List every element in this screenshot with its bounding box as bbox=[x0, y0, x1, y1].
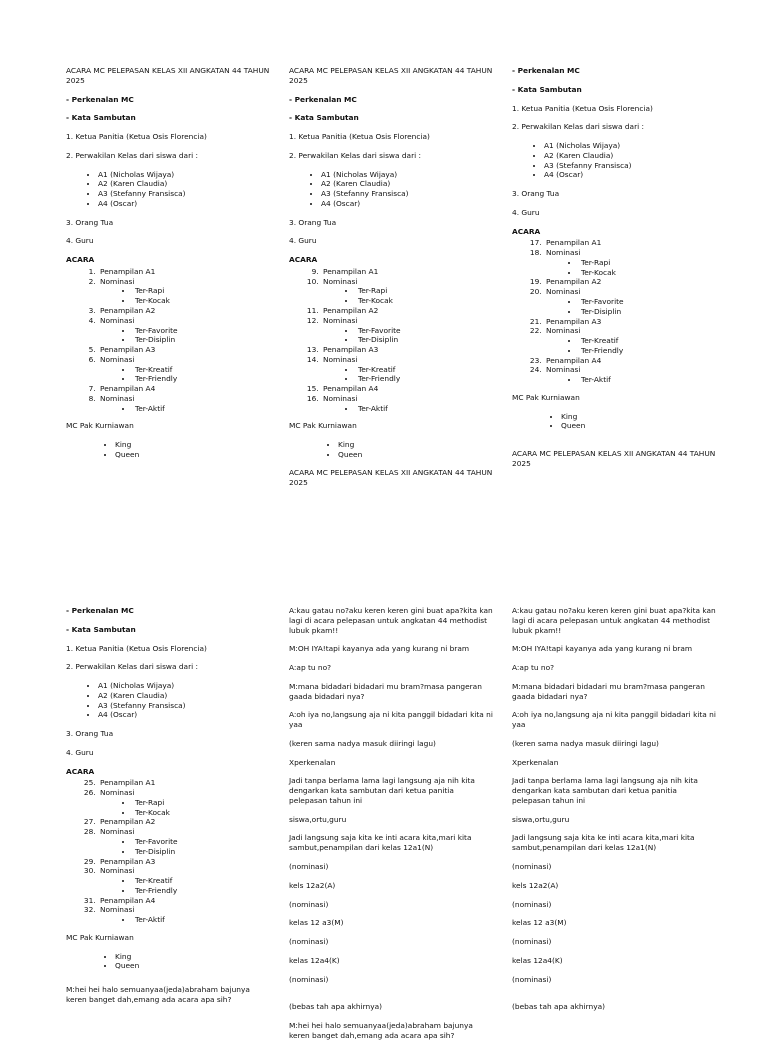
class-rep-item: • A2 (Karen Claudia) bbox=[544, 151, 717, 161]
acara-item-label: Penampilan A1 bbox=[546, 238, 602, 248]
nominasi-category: • Ter-Favorite bbox=[579, 297, 717, 307]
doc-title: ACARA MC PELEPASAN KELAS XII ANGKATAN 44 TAHUN 2025 bbox=[289, 467, 493, 487]
acara-item-label: Nominasi bbox=[546, 287, 581, 297]
doc-title: ACARA MC PELEPASAN KELAS XII ANGKATAN 44 TAHUN 2025 bbox=[512, 449, 716, 468]
sambutan-item-3: 3. Orang Tua bbox=[289, 217, 337, 227]
class-rep-item: • A4 (Oscar) bbox=[98, 199, 271, 209]
doc-title: ACARA MC PELEPASAN KELAS XII ANGKATAN 44 TAHUN 2025 bbox=[66, 66, 270, 85]
acara-item-label: Nominasi bbox=[323, 315, 358, 325]
nominasi-category: • Ter-Kocak bbox=[133, 808, 271, 818]
heading-perkenalan-mc: - Perkenalan MC bbox=[66, 94, 134, 104]
script-line: M:OH IYA!tapi kayanya ada yang kurang ni bram bbox=[512, 644, 693, 654]
class-rep-item: • A4 (Oscar) bbox=[544, 170, 717, 180]
sambutan-item-4: 4. Guru bbox=[289, 236, 317, 246]
class-rep-item: • A3 (Stefanny Fransisca) bbox=[544, 161, 717, 171]
acara-item-label: Penampilan A4 bbox=[323, 384, 379, 394]
sambutan-item-4: 4. Guru bbox=[66, 747, 94, 757]
script-line: Jadi langsung saja kita ke inti acara kita,mari kita sambut,penampilan dari kelas 12a1(N) bbox=[512, 833, 695, 853]
nominasi-category: • Ter-Friendly bbox=[133, 886, 271, 896]
acara-item bbox=[98, 345, 271, 355]
acara-item bbox=[544, 365, 717, 385]
acara-item-label: Nominasi bbox=[323, 393, 358, 403]
acara-item-label: Nominasi bbox=[546, 365, 581, 375]
nominasi-sublist bbox=[546, 336, 717, 356]
sambutan-item-1: 1. Ketua Panitia (Ketua Osis Florencia) bbox=[66, 132, 207, 142]
script-line: kelas 12a4(K) bbox=[289, 955, 340, 965]
acara-item bbox=[544, 277, 717, 287]
script-line: (nominasi) bbox=[512, 974, 552, 984]
sambutan-item-4: 4. Guru bbox=[512, 207, 540, 217]
nominasi-sublist bbox=[100, 876, 271, 896]
script-line: (nominasi) bbox=[289, 862, 329, 872]
nominasi-category: • Ter-Favorite bbox=[133, 837, 271, 847]
acara-item bbox=[98, 306, 271, 316]
acara-item-label: Nominasi bbox=[100, 788, 135, 798]
script-line: (keren sama nadya masuk diiringi lagu) bbox=[289, 738, 436, 748]
acara-item bbox=[544, 326, 717, 355]
acara-item bbox=[98, 788, 271, 817]
acara-list bbox=[289, 267, 494, 413]
nominasi-category: • Ter-Kocak bbox=[133, 296, 271, 306]
award-item: • Queen bbox=[338, 450, 494, 460]
nominasi-category: • Ter-Aktif bbox=[579, 375, 717, 385]
nominasi-sublist bbox=[323, 286, 494, 306]
script-line: Xperkenalan bbox=[512, 757, 559, 767]
acara-item-label: Penampilan A3 bbox=[323, 345, 379, 355]
nominasi-category: • Ter-Rapi bbox=[579, 258, 717, 268]
acara-item-label: Penampilan A3 bbox=[100, 345, 156, 355]
class-reps-list bbox=[289, 170, 494, 209]
acara-item-label: Penampilan A4 bbox=[100, 384, 156, 394]
class-rep-item: • A3 (Stefanny Fransisca) bbox=[98, 189, 271, 199]
heading-acara: ACARA bbox=[512, 226, 541, 236]
script-line: (nominasi) bbox=[289, 937, 329, 947]
class-rep-item: • A4 (Oscar) bbox=[321, 199, 494, 209]
sambutan-item-1: 1. Ketua Panitia (Ketua Osis Florencia) bbox=[289, 132, 430, 142]
nominasi-category: • Ter-Kreatif bbox=[133, 876, 271, 886]
acara-item bbox=[98, 857, 271, 867]
acara-item-label: Penampilan A2 bbox=[100, 817, 156, 827]
heading-perkenalan-mc: - Perkenalan MC bbox=[289, 94, 357, 104]
nominasi-sublist bbox=[546, 297, 717, 317]
script-line: A:kau gatau no?aku keren keren gini buat apa?kita kan lagi di acara pelepasan untuk angkatan 44 methodist lubuk pkam!! bbox=[289, 606, 493, 635]
acara-item bbox=[98, 267, 271, 277]
page-top-left bbox=[66, 66, 271, 466]
acara-item bbox=[98, 817, 271, 827]
acara-item bbox=[321, 306, 494, 316]
nominasi-sublist bbox=[100, 326, 271, 346]
acara-item-label: Penampilan A3 bbox=[100, 856, 156, 866]
sambutan-item-3: 3. Orang Tua bbox=[512, 189, 560, 199]
acara-item bbox=[321, 394, 494, 414]
sambutan-item-1: 1. Ketua Panitia (Ketua Osis Florencia) bbox=[66, 643, 207, 653]
nominasi-sublist bbox=[100, 404, 271, 414]
award-item: • King bbox=[561, 412, 717, 422]
nominasi-sublist bbox=[546, 375, 717, 385]
script-line: kels 12a2(A) bbox=[289, 880, 336, 890]
class-rep-item: • A3 (Stefanny Fransisca) bbox=[98, 701, 271, 711]
mc-name: MC Pak Kurniawan bbox=[512, 392, 580, 402]
nominasi-category: • Ter-Disiplin bbox=[133, 847, 271, 857]
acara-item bbox=[98, 384, 271, 394]
acara-item bbox=[321, 355, 494, 384]
acara-item-label: Penampilan A2 bbox=[323, 306, 379, 316]
class-reps-list bbox=[512, 141, 717, 180]
acara-item-label: Nominasi bbox=[323, 276, 358, 286]
acara-item bbox=[544, 238, 717, 248]
acara-item-label: Nominasi bbox=[546, 326, 581, 336]
acara-item bbox=[544, 287, 717, 316]
script-line: (nominasi) bbox=[512, 862, 552, 872]
award-item: • King bbox=[115, 440, 271, 450]
nominasi-category: • Ter-Rapi bbox=[356, 286, 494, 296]
script-line: kelas 12 a3(M) bbox=[512, 918, 567, 928]
page-bottom-right bbox=[512, 606, 717, 1021]
class-rep-item: • A2 (Karen Claudia) bbox=[98, 691, 271, 701]
script-line: Jadi tanpa berlama lama lagi langsung aja nih kita dengarkan kata sambutan dari ketua panitia pelepasan tahun ini bbox=[512, 776, 698, 805]
script-line: (nominasi) bbox=[289, 974, 329, 984]
nominasi-category: • Ter-Aktif bbox=[133, 404, 271, 414]
class-rep-item: • A1 (Nicholas Wijaya) bbox=[544, 141, 717, 151]
nominasi-category: • Ter-Friendly bbox=[579, 346, 717, 356]
closing-line: M:hei hei halo semuanyaa(jeda)abraham bajunya keren banget dah,emang ada acara apa sih? bbox=[289, 1021, 473, 1040]
script-line: M:OH IYA!tapi kayanya ada yang kurang ni bram bbox=[289, 644, 470, 654]
acara-item-label: Penampilan A4 bbox=[100, 895, 156, 905]
acara-item bbox=[98, 355, 271, 384]
acara-item bbox=[544, 317, 717, 327]
nominasi-sublist bbox=[100, 286, 271, 306]
nominasi-category: • Ter-Aktif bbox=[356, 404, 494, 414]
nominasi-sublist bbox=[100, 837, 271, 857]
nominasi-category: • Ter-Rapi bbox=[133, 798, 271, 808]
nominasi-category: • Ter-Kocak bbox=[356, 296, 494, 306]
award-item: • Queen bbox=[115, 961, 271, 971]
script-line: A:ap tu no? bbox=[289, 663, 332, 673]
acara-item bbox=[321, 384, 494, 394]
closing-note: (bebas tah apa akhirnya) bbox=[512, 1002, 606, 1012]
script-line: Jadi tanpa berlama lama lagi langsung aja nih kita dengarkan kata sambutan dari ketua panitia pelepasan tahun ini bbox=[289, 776, 475, 805]
nominasi-sublist bbox=[100, 915, 271, 925]
mc-name: MC Pak Kurniawan bbox=[66, 421, 134, 431]
acara-item bbox=[98, 827, 271, 856]
acara-item bbox=[544, 356, 717, 366]
award-item: • King bbox=[115, 952, 271, 962]
heading-acara: ACARA bbox=[289, 255, 318, 265]
acara-item-label: Nominasi bbox=[100, 315, 135, 325]
script-line: kels 12a2(A) bbox=[512, 880, 559, 890]
nominasi-category: • Ter-Friendly bbox=[133, 374, 271, 384]
mc-name: MC Pak Kurniawan bbox=[66, 932, 134, 942]
sambutan-item-4: 4. Guru bbox=[66, 236, 94, 246]
script-block bbox=[512, 606, 717, 984]
acara-item-label: Nominasi bbox=[100, 866, 135, 876]
nominasi-sublist bbox=[546, 258, 717, 278]
acara-item bbox=[98, 866, 271, 895]
nominasi-category: • Ter-Friendly bbox=[356, 374, 494, 384]
king-queen-list bbox=[289, 440, 494, 460]
script-line: Jadi langsung saja kita ke inti acara kita,mari kita sambut,penampilan dari kelas 12a1(N) bbox=[289, 833, 472, 853]
class-reps-list bbox=[66, 681, 271, 720]
script-line: (nominasi) bbox=[289, 899, 329, 909]
acara-item bbox=[98, 394, 271, 414]
closing-note: (bebas tah apa akhirnya) bbox=[289, 1002, 383, 1012]
acara-item-label: Penampilan A1 bbox=[323, 266, 379, 276]
acara-item-label: Penampilan A2 bbox=[546, 277, 602, 287]
acara-list bbox=[66, 267, 271, 413]
heading-acara: ACARA bbox=[66, 255, 95, 265]
acara-item-label: Penampilan A3 bbox=[546, 316, 602, 326]
nominasi-category: • Ter-Kreatif bbox=[579, 336, 717, 346]
heading-kata-sambutan: - Kata Sambutan bbox=[512, 84, 582, 94]
nominasi-category: • Ter-Kreatif bbox=[356, 365, 494, 375]
acara-item-label: Nominasi bbox=[323, 354, 358, 364]
class-rep-item: • A4 (Oscar) bbox=[98, 710, 271, 720]
acara-item-label: Nominasi bbox=[100, 905, 135, 915]
acara-item bbox=[321, 316, 494, 345]
script-line: A:oh iya no,langsung aja ni kita panggil bidadari kita ni yaa bbox=[289, 710, 493, 730]
nominasi-category: • Ter-Aktif bbox=[133, 915, 271, 925]
nominasi-sublist bbox=[100, 798, 271, 818]
page-bottom-middle bbox=[289, 606, 494, 1050]
acara-list bbox=[512, 238, 717, 384]
acara-item bbox=[98, 778, 271, 788]
nominasi-sublist bbox=[323, 365, 494, 385]
acara-item bbox=[321, 345, 494, 355]
page-top-middle bbox=[289, 66, 494, 496]
nominasi-category: • Ter-Kocak bbox=[579, 268, 717, 278]
script-line: siswa,ortu,guru bbox=[289, 814, 347, 824]
script-line: M:mana bidadari bidadari mu bram?masa pangeran gaada bidadari nya? bbox=[512, 681, 705, 701]
nominasi-category: • Ter-Favorite bbox=[133, 326, 271, 336]
script-line: A:ap tu no? bbox=[512, 663, 555, 673]
acara-item-label: Nominasi bbox=[100, 827, 135, 837]
nominasi-sublist bbox=[323, 326, 494, 346]
heading-perkenalan-mc: - Perkenalan MC bbox=[66, 606, 134, 615]
heading-acara: ACARA bbox=[66, 766, 95, 776]
nominasi-sublist bbox=[323, 404, 494, 414]
acara-item bbox=[321, 277, 494, 306]
script-line: M:mana bidadari bidadari mu bram?masa pangeran gaada bidadari nya? bbox=[289, 681, 482, 701]
acara-item-label: Nominasi bbox=[100, 393, 135, 403]
closing-line: M:hei hei halo semuanyaa(jeda)abraham bajunya keren banget dah,emang ada acara apa sih? bbox=[66, 985, 250, 1004]
nominasi-category: • Ter-Disiplin bbox=[579, 307, 717, 317]
heading-kata-sambutan: - Kata Sambutan bbox=[66, 624, 136, 634]
page-bottom-left bbox=[66, 606, 271, 1014]
acara-item bbox=[321, 267, 494, 277]
award-item: • Queen bbox=[561, 421, 717, 431]
sambutan-item-3: 3. Orang Tua bbox=[66, 729, 114, 739]
script-line: (nominasi) bbox=[512, 899, 552, 909]
acara-item bbox=[98, 905, 271, 925]
sambutan-item-2: 2. Perwakilan Kelas dari siswa dari : bbox=[512, 122, 644, 132]
nominasi-category: • Ter-Favorite bbox=[356, 326, 494, 336]
class-rep-item: • A1 (Nicholas Wijaya) bbox=[98, 681, 271, 691]
script-line: kelas 12 a3(M) bbox=[289, 918, 344, 928]
award-item: • King bbox=[338, 440, 494, 450]
script-line: A:oh iya no,langsung aja ni kita panggil bidadari kita ni yaa bbox=[512, 710, 716, 730]
acara-item-label: Nominasi bbox=[100, 354, 135, 364]
class-rep-item: • A1 (Nicholas Wijaya) bbox=[98, 170, 271, 180]
nominasi-sublist bbox=[100, 365, 271, 385]
king-queen-list bbox=[512, 412, 717, 432]
class-rep-item: • A1 (Nicholas Wijaya) bbox=[321, 170, 494, 180]
king-queen-list bbox=[66, 440, 271, 460]
acara-item-label: Nominasi bbox=[100, 276, 135, 286]
acara-item bbox=[98, 316, 271, 345]
class-rep-item: • A2 (Karen Claudia) bbox=[98, 179, 271, 189]
script-line: (nominasi) bbox=[512, 937, 552, 947]
sambutan-item-1: 1. Ketua Panitia (Ketua Osis Florencia) bbox=[512, 103, 653, 113]
acara-item bbox=[98, 896, 271, 906]
script-line: (keren sama nadya masuk diiringi lagu) bbox=[512, 738, 659, 748]
page-top-right bbox=[512, 66, 717, 478]
script-line: siswa,ortu,guru bbox=[512, 814, 570, 824]
acara-list bbox=[66, 778, 271, 924]
sambutan-item-2: 2. Perwakilan Kelas dari siswa dari : bbox=[289, 150, 421, 160]
acara-item bbox=[544, 248, 717, 277]
doc-title: ACARA MC PELEPASAN KELAS XII ANGKATAN 44 TAHUN 2025 bbox=[289, 66, 493, 85]
class-rep-item: • A2 (Karen Claudia) bbox=[321, 179, 494, 189]
acara-item bbox=[98, 277, 271, 306]
acara-item-label: Penampilan A1 bbox=[100, 266, 156, 276]
acara-item-label: Nominasi bbox=[546, 248, 581, 258]
king-queen-list bbox=[66, 952, 271, 972]
nominasi-category: • Ter-Disiplin bbox=[356, 335, 494, 345]
sambutan-item-2: 2. Perwakilan Kelas dari siswa dari : bbox=[66, 150, 198, 160]
class-rep-item: • A3 (Stefanny Fransisca) bbox=[321, 189, 494, 199]
nominasi-category: • Ter-Kreatif bbox=[133, 365, 271, 375]
script-line: A:kau gatau no?aku keren keren gini buat apa?kita kan lagi di acara pelepasan untuk angkatan 44 methodist lubuk pkam!! bbox=[512, 606, 716, 635]
heading-kata-sambutan: - Kata Sambutan bbox=[66, 113, 136, 123]
acara-item-label: Penampilan A2 bbox=[100, 306, 156, 316]
script-block bbox=[289, 606, 494, 984]
heading-perkenalan-mc: - Perkenalan MC bbox=[512, 66, 580, 75]
class-reps-list bbox=[66, 170, 271, 209]
nominasi-category: • Ter-Disiplin bbox=[133, 335, 271, 345]
award-item: • Queen bbox=[115, 450, 271, 460]
acara-item-label: Penampilan A1 bbox=[100, 778, 156, 788]
mc-name: MC Pak Kurniawan bbox=[289, 421, 357, 431]
script-line: kelas 12a4(K) bbox=[512, 955, 563, 965]
sambutan-item-3: 3. Orang Tua bbox=[66, 217, 114, 227]
script-line: Xperkenalan bbox=[289, 757, 336, 767]
nominasi-category: • Ter-Rapi bbox=[133, 286, 271, 296]
heading-kata-sambutan: - Kata Sambutan bbox=[289, 113, 359, 123]
acara-item-label: Penampilan A4 bbox=[546, 355, 602, 365]
sambutan-item-2: 2. Perwakilan Kelas dari siswa dari : bbox=[66, 662, 198, 672]
